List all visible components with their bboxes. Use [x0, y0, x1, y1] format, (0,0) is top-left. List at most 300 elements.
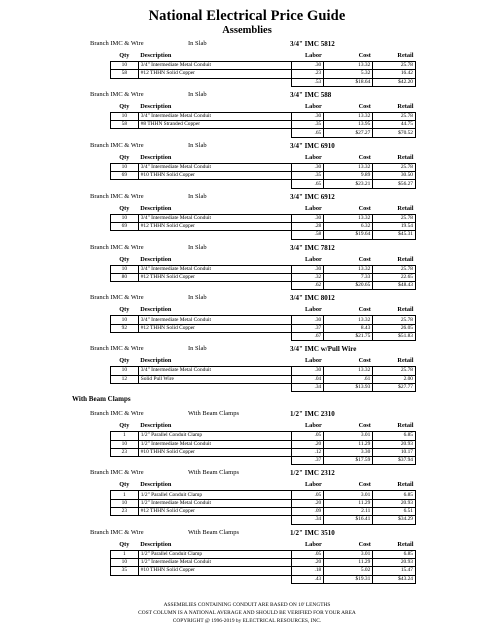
total-retail: $42.20 — [373, 78, 416, 86]
retail-cell: 6.51 — [373, 508, 416, 516]
labor-cell: .04 — [292, 375, 324, 383]
total-cost: $17.59 — [324, 457, 373, 465]
assembly-table — [110, 204, 416, 240]
labor-cell: .12 — [292, 448, 324, 456]
page-subtitle: Assemblies — [222, 25, 272, 36]
table-row — [111, 112, 416, 120]
description-cell: 1/2" Parallel Conduit Clamp — [138, 432, 292, 440]
section-condition: In Slab — [188, 141, 207, 149]
assembly-code: 3/4" IMC 6912 — [290, 192, 335, 201]
cost-cell: 5.32 — [324, 70, 373, 78]
total-cost: $19.64 — [324, 231, 373, 239]
table-row — [111, 367, 416, 375]
qty-cell: 10 — [111, 214, 139, 222]
section-header — [0, 525, 494, 540]
section-category: Branch IMC & Wire — [90, 294, 144, 302]
cost-cell: 13.32 — [324, 316, 373, 324]
qty-cell: 80 — [111, 273, 139, 281]
column-header-retail: Retail — [373, 356, 416, 367]
labor-cell: .30 — [292, 62, 324, 70]
section-category: Branch IMC & Wire — [90, 40, 144, 47]
footer-line: COST COLUMN IS A NATIONAL AVERAGE AND SHOULD BE VERIFIED FOR YOUR AREA — [138, 609, 356, 616]
column-header-qty: Qty — [111, 540, 139, 551]
cost-cell: 13.32 — [324, 163, 373, 171]
total-row — [111, 282, 416, 290]
column-header-retail: Retail — [373, 255, 416, 266]
description-cell: 1/2" Intermediate Metal Conduit — [138, 558, 292, 566]
table-row — [111, 214, 416, 222]
section-header — [0, 36, 494, 51]
qty-cell: 58 — [111, 121, 139, 129]
total-spacer — [138, 516, 292, 524]
column-header-qty: Qty — [111, 421, 139, 432]
page-title: National Electrical Price Guide — [148, 8, 346, 24]
qty-cell: 10 — [111, 62, 139, 70]
qty-cell: 69 — [111, 222, 139, 230]
column-header-cost: Cost — [324, 102, 373, 113]
total-row — [111, 457, 416, 465]
column-header-qty: Qty — [111, 305, 139, 316]
section-category: Branch IMC & Wire — [90, 345, 144, 353]
total-spacer — [138, 231, 292, 239]
total-cost: $21.75 — [324, 333, 373, 341]
description-cell: #10 THHN Solid Copper — [138, 172, 292, 180]
description-cell: 1/2" Parallel Conduit Clamp — [138, 491, 292, 499]
description-cell: #12 THHN Solid Copper — [138, 324, 292, 332]
column-header-labor: Labor — [292, 480, 324, 491]
total-row — [111, 383, 416, 391]
assemblies-list — [0, 36, 494, 584]
labor-cell: .20 — [292, 440, 324, 448]
qty-cell: 10 — [111, 440, 139, 448]
column-header-labor: Labor — [292, 153, 324, 164]
total-cost: $19.31 — [324, 575, 373, 583]
column-header-description: Description — [138, 255, 292, 266]
retail-cell: 16.42 — [373, 70, 416, 78]
qty-cell: 35 — [111, 567, 139, 575]
column-header-labor: Labor — [292, 540, 324, 551]
assembly-code: 3/4" IMC 5812 — [290, 40, 335, 48]
total-spacer — [111, 333, 139, 341]
retail-cell: 25.78 — [373, 367, 416, 375]
retail-cell: 2.00 — [373, 375, 416, 383]
column-header-cost: Cost — [324, 51, 373, 62]
retail-cell: 26.05 — [373, 324, 416, 332]
section-condition: In Slab — [188, 192, 207, 200]
table-row — [111, 567, 416, 575]
qty-cell: 12 — [111, 375, 139, 383]
table-row — [111, 324, 416, 332]
total-spacer — [111, 383, 139, 391]
column-header-labor: Labor — [292, 102, 324, 113]
section-header — [0, 189, 494, 204]
qty-cell: 1 — [111, 491, 139, 499]
total-labor: .37 — [292, 457, 324, 465]
table-row — [111, 375, 416, 383]
total-retail: $37.94 — [373, 457, 416, 465]
retail-cell: 20.93 — [373, 440, 416, 448]
retail-cell: 20.93 — [373, 558, 416, 566]
table-row — [111, 448, 416, 456]
column-header-cost: Cost — [324, 204, 373, 215]
retail-cell: 22.65 — [373, 273, 416, 281]
total-labor: .34 — [292, 516, 324, 524]
total-spacer — [111, 78, 139, 86]
total-row — [111, 129, 416, 137]
column-header-cost: Cost — [324, 255, 373, 266]
column-header-description: Description — [138, 540, 292, 551]
column-header-description: Description — [138, 421, 292, 432]
total-retail: $27.77 — [373, 383, 416, 391]
cost-cell: 6.32 — [324, 222, 373, 230]
assembly-code: 3/4" IMC 6910 — [290, 141, 335, 150]
column-header-qty: Qty — [111, 102, 139, 113]
total-spacer — [138, 457, 292, 465]
column-header-description: Description — [138, 102, 292, 113]
retail-cell: 10.17 — [373, 448, 416, 456]
section-condition: In Slab — [188, 90, 207, 98]
assembly-table — [110, 540, 416, 584]
cost-cell: 3.30 — [324, 448, 373, 456]
group-heading-text: With Beam Clamps — [72, 395, 131, 404]
qty-cell: 23 — [111, 508, 139, 516]
table-row — [111, 121, 416, 129]
labor-cell: .09 — [292, 508, 324, 516]
section-category: Branch IMC & Wire — [90, 243, 144, 251]
labor-cell: .18 — [292, 567, 324, 575]
retail-cell: 6.85 — [373, 550, 416, 558]
total-retail: $70.52 — [373, 129, 416, 137]
labor-cell: .30 — [292, 265, 324, 273]
labor-cell: .30 — [292, 214, 324, 222]
labor-cell: .05 — [292, 491, 324, 499]
total-row — [111, 333, 416, 341]
total-labor: .43 — [292, 575, 324, 583]
labor-cell: .20 — [292, 499, 324, 507]
table-row — [111, 62, 416, 70]
column-header-retail: Retail — [373, 305, 416, 316]
total-spacer — [111, 180, 139, 188]
qty-cell: 10 — [111, 367, 139, 375]
column-header-labor: Labor — [292, 204, 324, 215]
column-header-cost: Cost — [324, 305, 373, 316]
retail-cell: 19.54 — [373, 222, 416, 230]
description-cell: #12 THHN Solid Copper — [138, 273, 292, 281]
qty-cell: 10 — [111, 558, 139, 566]
total-spacer — [138, 282, 292, 290]
description-cell: 3/4" Intermediate Metal Conduit — [138, 163, 292, 171]
total-row — [111, 575, 416, 583]
description-cell: 3/4" Intermediate Metal Conduit — [138, 265, 292, 273]
column-header-qty: Qty — [111, 480, 139, 491]
description-cell: Solid Pull Wire — [138, 375, 292, 383]
section-category: Branch IMC & Wire — [90, 141, 144, 149]
column-header-cost: Cost — [324, 480, 373, 491]
table-row — [111, 440, 416, 448]
labor-cell: .35 — [292, 172, 324, 180]
retail-cell: 20.93 — [373, 499, 416, 507]
section-condition: With Beam Clamps — [188, 410, 240, 418]
section-category: Branch IMC & Wire — [90, 528, 144, 536]
section-header — [0, 341, 494, 356]
column-header-qty: Qty — [111, 204, 139, 215]
total-retail: $48.43 — [373, 282, 416, 290]
section-header — [0, 290, 494, 305]
retail-cell: 44.75 — [373, 121, 416, 129]
assembly-code: 1/2" IMC 3510 — [290, 528, 335, 537]
footer-line: COPYRIGHT @ 1996-2019 by ELECTRICAL RESOURCES, INC. — [172, 617, 322, 624]
qty-cell: 10 — [111, 265, 139, 273]
cost-cell: 13.32 — [324, 265, 373, 273]
total-row — [111, 231, 416, 239]
labor-cell: .32 — [292, 273, 324, 281]
labor-cell: .28 — [292, 222, 324, 230]
column-header-labor: Labor — [292, 51, 324, 62]
column-header-retail: Retail — [373, 480, 416, 491]
retail-cell: 25.78 — [373, 112, 416, 120]
assembly-code: 3/4" IMC 8012 — [290, 294, 335, 303]
qty-cell: 10 — [111, 499, 139, 507]
column-header-qty: Qty — [111, 51, 139, 62]
section-header — [0, 240, 494, 255]
column-header-description: Description — [138, 204, 292, 215]
assembly-code: 1/2" IMC 2310 — [290, 410, 335, 419]
retail-cell: 25.78 — [373, 62, 416, 70]
labor-cell: .37 — [292, 324, 324, 332]
total-row — [111, 516, 416, 524]
retail-cell: 25.78 — [373, 163, 416, 171]
total-spacer — [138, 575, 292, 583]
qty-cell: 10 — [111, 112, 139, 120]
retail-cell: 25.78 — [373, 214, 416, 222]
column-header-retail: Retail — [373, 153, 416, 164]
cost-cell: 11.29 — [324, 558, 373, 566]
table-row — [111, 508, 416, 516]
column-header-description: Description — [138, 480, 292, 491]
section-category: Branch IMC & Wire — [90, 469, 144, 477]
description-cell: #10 THHN Solid Copper — [138, 567, 292, 575]
section-header — [0, 138, 494, 153]
section-header — [0, 406, 494, 421]
section-header — [0, 465, 494, 480]
labor-cell: .30 — [292, 316, 324, 324]
description-cell: #12 THHN Solid Copper — [138, 222, 292, 230]
column-header-cost: Cost — [324, 356, 373, 367]
total-labor: .65 — [292, 180, 324, 188]
description-cell: 1/2" Intermediate Metal Conduit — [138, 440, 292, 448]
retail-cell: 30.50 — [373, 172, 416, 180]
group-heading — [0, 392, 494, 406]
labor-cell: .05 — [292, 550, 324, 558]
assembly-code: 3/4" IMC 588 — [290, 90, 332, 99]
cost-cell: 9.89 — [324, 172, 373, 180]
cost-cell: 5.02 — [324, 567, 373, 575]
table-header-row — [111, 356, 416, 367]
labor-cell: .35 — [292, 121, 324, 129]
labor-cell: .05 — [292, 432, 324, 440]
column-header-labor: Labor — [292, 356, 324, 367]
total-spacer — [138, 333, 292, 341]
column-header-cost: Cost — [324, 540, 373, 551]
total-labor: .65 — [292, 129, 324, 137]
table-row — [111, 550, 416, 558]
retail-cell: 15.47 — [373, 567, 416, 575]
column-header-labor: Labor — [292, 305, 324, 316]
column-header-cost: Cost — [324, 421, 373, 432]
column-header-retail: Retail — [373, 102, 416, 113]
section-category: Branch IMC & Wire — [90, 192, 144, 200]
assembly-table — [110, 51, 416, 87]
description-cell: 1/2" Intermediate Metal Conduit — [138, 499, 292, 507]
total-cost: $20.65 — [324, 282, 373, 290]
assembly-code: 1/2" IMC 2312 — [290, 469, 335, 478]
assembly-code: 3/4" IMC 7812 — [290, 243, 335, 252]
description-cell: 3/4" Intermediate Metal Conduit — [138, 214, 292, 222]
total-retail: $34.29 — [373, 516, 416, 524]
total-retail: $43.24 — [373, 575, 416, 583]
total-spacer — [111, 231, 139, 239]
total-retail: $51.83 — [373, 333, 416, 341]
total-labor: .62 — [292, 282, 324, 290]
table-row — [111, 499, 416, 507]
total-cost: $13.93 — [324, 383, 373, 391]
total-spacer — [111, 129, 139, 137]
cost-cell: 13.95 — [324, 121, 373, 129]
table-row — [111, 316, 416, 324]
table-row — [111, 432, 416, 440]
cost-cell: 7.33 — [324, 273, 373, 281]
column-header-description: Description — [138, 51, 292, 62]
qty-cell: 1 — [111, 550, 139, 558]
labor-cell: .23 — [292, 70, 324, 78]
qty-cell: 10 — [111, 163, 139, 171]
section-condition: In Slab — [188, 345, 207, 353]
description-cell: 3/4" Intermediate Metal Conduit — [138, 367, 292, 375]
cost-cell: 3.01 — [324, 491, 373, 499]
table-header-row — [111, 540, 416, 551]
cost-cell: 3.01 — [324, 550, 373, 558]
column-header-qty: Qty — [111, 153, 139, 164]
table-row — [111, 491, 416, 499]
column-header-retail: Retail — [373, 51, 416, 62]
table-row — [111, 265, 416, 273]
footer-notes — [0, 602, 494, 625]
total-cost: $16.41 — [324, 516, 373, 524]
qty-cell: 23 — [111, 448, 139, 456]
cost-cell: 13.32 — [324, 214, 373, 222]
table-header-row — [111, 421, 416, 432]
labor-cell: .30 — [292, 163, 324, 171]
qty-cell: 69 — [111, 172, 139, 180]
table-row — [111, 273, 416, 281]
column-header-qty: Qty — [111, 356, 139, 367]
description-cell: 3/4" Intermediate Metal Conduit — [138, 112, 292, 120]
column-header-cost: Cost — [324, 153, 373, 164]
total-spacer — [111, 282, 139, 290]
column-header-description: Description — [138, 153, 292, 164]
cost-cell: 3.01 — [324, 432, 373, 440]
section-condition: In Slab — [188, 243, 207, 251]
assembly-table — [110, 255, 416, 291]
table-header-row — [111, 102, 416, 113]
table-header-row — [111, 51, 416, 62]
description-cell: #10 THHN Solid Copper — [138, 448, 292, 456]
total-retail: $45.31 — [373, 231, 416, 239]
retail-cell: 6.85 — [373, 491, 416, 499]
table-header-row — [111, 153, 416, 164]
column-header-retail: Retail — [373, 421, 416, 432]
footer-line: ASSEMBLIES CONTAINING CONDUIT ARE BASED ON 10' LENGTHS — [163, 602, 331, 608]
description-cell: 3/4" Intermediate Metal Conduit — [138, 316, 292, 324]
total-spacer — [138, 180, 292, 188]
total-labor: .34 — [292, 383, 324, 391]
description-cell: 3/4" Intermediate Metal Conduit — [138, 62, 292, 70]
assembly-table — [110, 305, 416, 341]
total-spacer — [111, 457, 139, 465]
column-header-labor: Labor — [292, 421, 324, 432]
cost-cell: 13.32 — [324, 367, 373, 375]
qty-cell: 1 — [111, 432, 139, 440]
cost-cell: 11.29 — [324, 499, 373, 507]
table-row — [111, 172, 416, 180]
total-row — [111, 180, 416, 188]
table-row — [111, 222, 416, 230]
total-spacer — [138, 129, 292, 137]
section-category: Branch IMC & Wire — [90, 410, 144, 418]
total-spacer — [138, 78, 292, 86]
total-labor: .58 — [292, 231, 324, 239]
table-header-row — [111, 255, 416, 266]
labor-cell: .20 — [292, 558, 324, 566]
assembly-code: 3/4" IMC w/Pull Wire — [290, 345, 357, 354]
total-cost: $18.64 — [324, 78, 373, 86]
total-labor: .67 — [292, 333, 324, 341]
total-spacer — [138, 383, 292, 391]
section-header — [0, 87, 494, 102]
cost-cell: 13.32 — [324, 62, 373, 70]
qty-cell: 58 — [111, 70, 139, 78]
section-condition: With Beam Clamps — [188, 528, 240, 536]
total-labor: .53 — [292, 78, 324, 86]
description-cell: 1/2" Parallel Conduit Clamp — [138, 550, 292, 558]
qty-cell: 10 — [111, 316, 139, 324]
total-cost: $23.21 — [324, 180, 373, 188]
total-spacer — [111, 516, 139, 524]
column-header-description: Description — [138, 356, 292, 367]
labor-cell: .30 — [292, 367, 324, 375]
table-header-row — [111, 204, 416, 215]
qty-cell: 92 — [111, 324, 139, 332]
table-header-row — [111, 480, 416, 491]
assembly-table — [110, 102, 416, 138]
total-retail: $56.27 — [373, 180, 416, 188]
retail-cell: 6.85 — [373, 432, 416, 440]
total-spacer — [111, 575, 139, 583]
column-header-labor: Labor — [292, 255, 324, 266]
total-cost: $27.27 — [324, 129, 373, 137]
retail-cell: 25.78 — [373, 316, 416, 324]
column-header-retail: Retail — [373, 204, 416, 215]
column-header-description: Description — [138, 305, 292, 316]
assembly-table — [110, 421, 416, 465]
section-condition: In Slab — [188, 40, 207, 47]
cost-cell: 2.11 — [324, 508, 373, 516]
total-row — [111, 78, 416, 86]
assembly-table — [110, 153, 416, 189]
retail-cell: 25.78 — [373, 265, 416, 273]
labor-cell: .30 — [292, 112, 324, 120]
cost-cell: 8.43 — [324, 324, 373, 332]
